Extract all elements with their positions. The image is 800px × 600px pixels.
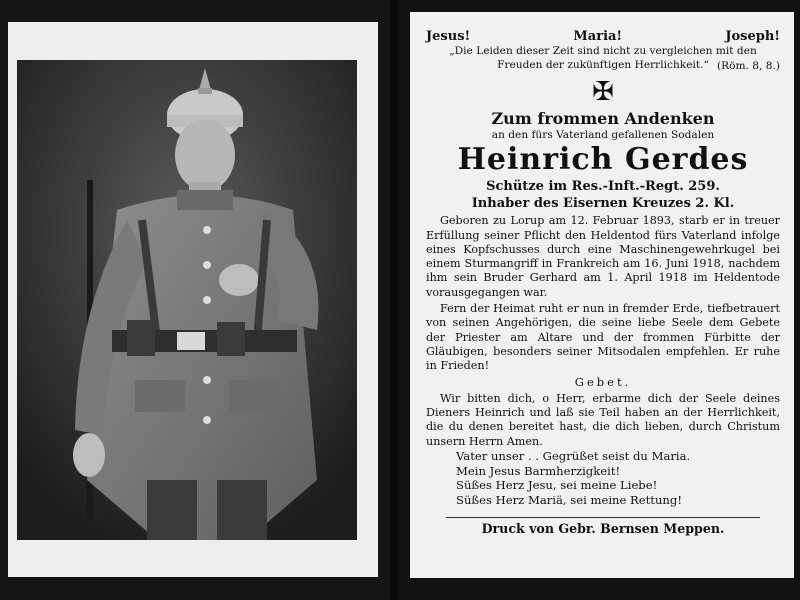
bible-quote-reference: (Röm. 8, 8.) bbox=[717, 59, 780, 72]
face bbox=[175, 119, 235, 191]
printer-imprint: Druck von Gebr. Bernsen Meppen. bbox=[481, 521, 725, 537]
memorial-heading: Zum frommen Andenken bbox=[491, 109, 715, 129]
faded-handwriting bbox=[68, 550, 348, 582]
deceased-name: Heinrich Gerdes bbox=[457, 142, 749, 178]
prayer-line: Mein Jesus Barmherzigkeit! bbox=[456, 463, 621, 478]
invocation-row bbox=[426, 30, 780, 44]
prayer-paragraph: Wir bitten dich, o Herr, erbarme dich der Seele deines Dieners Heinrich und laß sie Teil haben an der Herrlichkeit, die du denen bereitet hast, die dich lieben, durch Christum unsern Herrn Amen. bbox=[426, 391, 780, 448]
soldier-photo-image bbox=[17, 60, 357, 540]
hand bbox=[219, 264, 259, 296]
invocation-maria: Maria! bbox=[573, 29, 623, 44]
card-left-paper bbox=[8, 22, 378, 577]
bible-quote: „Die Leiden dieser Zeit sind nicht zu vergleichen mit den Freuden der zukünftigen Herrlichkeit.“ bbox=[449, 45, 757, 71]
invocation-jesus: Jesus! bbox=[426, 29, 471, 44]
prayer-line: Süßes Herz Jesu, sei meine Liebe! bbox=[456, 478, 658, 493]
mourning-paragraph: Fern der Heimat ruht er nun in fremder Erde, tiefbetrauert von seinen Angehörigen, die seine liebe Seele dem Gebete der Priester am Altare und der frommen Fürbitte der Gläubigen, besonders seiner Mitsodalen empfehlen. Er ruhe in Frieden! bbox=[426, 302, 780, 373]
rank-line-2: Inhaber des Eisernen Kreuzes 2. Kl. bbox=[471, 196, 735, 212]
memorial-subheading: an den fürs Vaterland gefallenen Sodalen bbox=[491, 129, 715, 142]
rank-line-1: Schütze im Res.-Inft.-Regt. 259. bbox=[486, 179, 720, 195]
prayer-title: Gebet. bbox=[574, 375, 632, 390]
soldier-photograph bbox=[17, 60, 357, 540]
biography-paragraph: Geboren zu Lorup am 12. Februar 1893, starb er in treuer Erfüllung seiner Pflicht den Heldentod fürs Vaterland infolge eines Kopfschusses durch eine Maschinengewehrkugel bei einem Sturmangriff in Frankreich am 16. Juni 1918, nachdem ihm sein Bruder Gerhard am 1. April 1918 im Heldentode vorausgegangen war. bbox=[426, 214, 780, 299]
cross-icon: ✠ bbox=[592, 77, 614, 108]
memorial-card-left bbox=[0, 0, 390, 600]
prayer-line: Vater unser . . Gegrüßet seist du Maria. bbox=[456, 449, 691, 464]
card-right-paper bbox=[410, 12, 794, 578]
invocation-joseph: Joseph! bbox=[725, 29, 780, 44]
memorial-text bbox=[426, 30, 780, 537]
card-fold bbox=[390, 0, 398, 600]
prayer-line: Süßes Herz Mariä, sei meine Rettung! bbox=[456, 492, 682, 507]
memorial-card-right bbox=[398, 0, 800, 600]
divider bbox=[446, 517, 760, 518]
